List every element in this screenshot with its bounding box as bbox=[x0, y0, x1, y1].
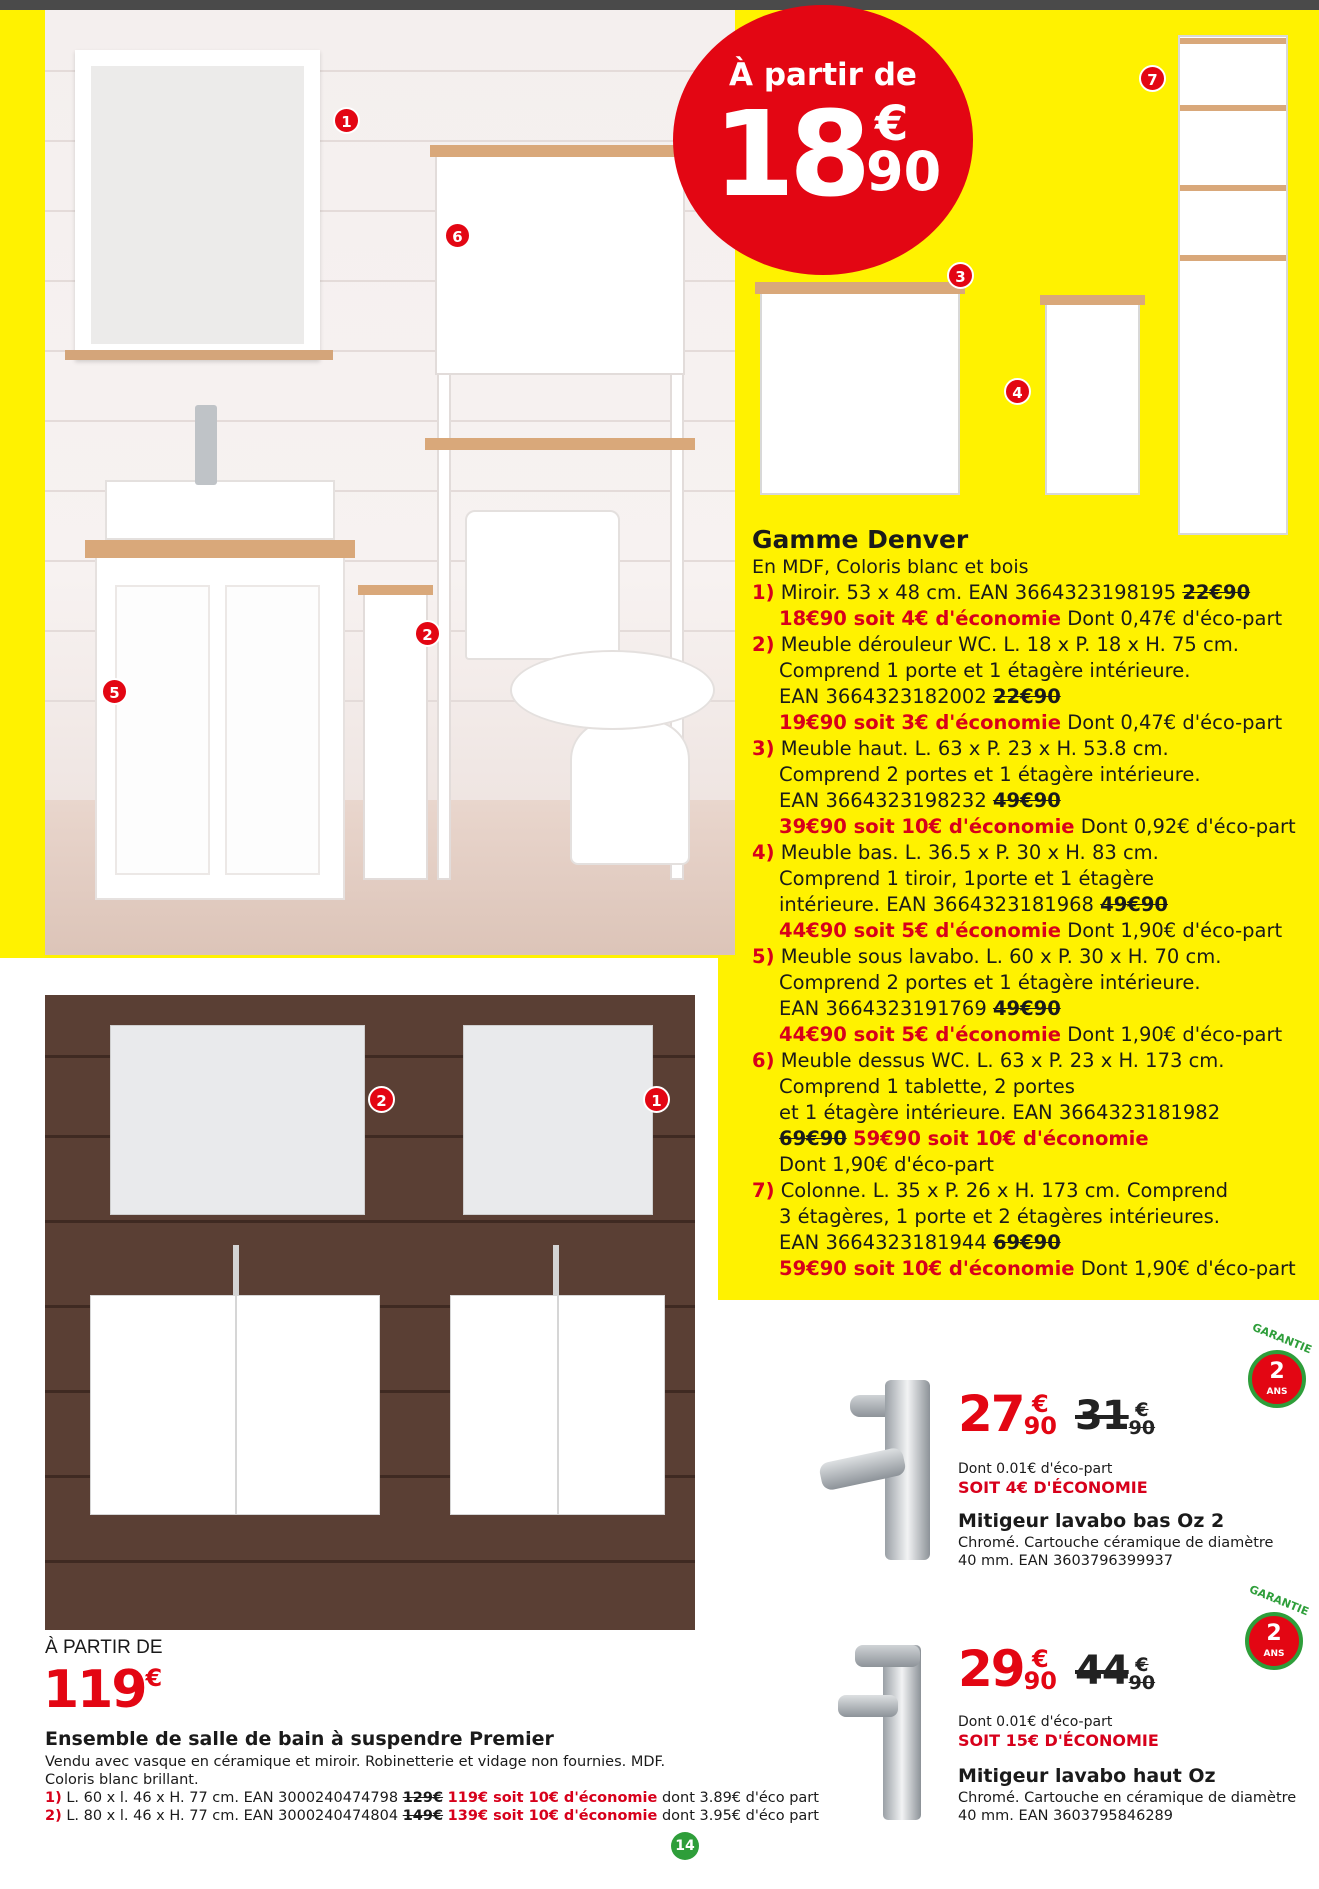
mirror-small-image bbox=[463, 1025, 653, 1215]
gamme-item: 3) Meuble haut. L. 63 x P. 23 x H. 53.8 cm. Comprend 2 portes et 1 étagère intérieure. EAN 3664323198232 49€90 39€90 soit 10€ d'économie Dont 0,92€ d'éco-part bbox=[752, 737, 1296, 838]
faucet2-old-price: 44 € 90 bbox=[1075, 1648, 1156, 1694]
faucet1-title: Mitigeur lavabo bas Oz 2 bbox=[958, 1510, 1225, 1532]
faucet2-eco: Dont 0.01€ d'éco-part bbox=[958, 1714, 1113, 1730]
marker-7: 7 bbox=[1139, 65, 1166, 92]
promo-price-dec: 90 bbox=[866, 140, 942, 203]
ensemble-price: 119€ bbox=[43, 1660, 161, 1720]
marker-1: 1 bbox=[333, 107, 360, 134]
faucet2-saving: SOIT 15€ D'ÉCONOMIE bbox=[958, 1731, 1159, 1750]
basin-image bbox=[105, 480, 335, 540]
faucet1-old-price: 31 € 90 bbox=[1075, 1393, 1156, 1439]
gamme-item: 6) Meuble dessus WC. L. 63 x P. 23 x H. 173 cm. Comprend 1 tablette, 2 portes et 1 étagère intérieure. EAN 3664323181982 69€90 59€90 soit 10€ d'économie Dont 1,90€ d'éco-part bbox=[752, 1049, 1225, 1176]
guarantee-badge: GARANTIE 2 ANS bbox=[1248, 1350, 1306, 1408]
faucet1-eco: Dont 0.01€ d'éco-part bbox=[958, 1461, 1113, 1477]
marker-4: 4 bbox=[1004, 378, 1031, 405]
faucet1-description: Chromé. Cartouche céramique de diamètre 40 mm. EAN 3603796399937 bbox=[958, 1535, 1274, 1569]
over-toilet-cabinet-image bbox=[435, 150, 685, 375]
gamme-subtitle: En MDF, Coloris blanc et bois bbox=[752, 556, 1029, 578]
marker-2: 2 bbox=[368, 1086, 395, 1113]
ensemble-title: Ensemble de salle de bain à suspendre Premier bbox=[45, 1728, 554, 1750]
promo-price-circle bbox=[673, 5, 973, 275]
gamme-item: 4) Meuble bas. L. 36.5 x P. 30 x H. 83 cm. Comprend 1 tiroir, 1porte et 1 étagère intérieure. EAN 3664323181968 49€90 44€90 soit 5€ d'économie Dont 1,90€ d'éco-part bbox=[752, 841, 1283, 942]
cabinet-small-image bbox=[450, 1295, 665, 1515]
gamme-item: 5) Meuble sous lavabo. L. 60 x P. 30 x H. 70 cm. Comprend 2 portes et 1 étagère intérieure. EAN 3664323191769 49€90 44€90 soit 5€ d'économie Dont 1,90€ d'éco-part bbox=[752, 945, 1283, 1046]
mirror-large-image bbox=[110, 1025, 365, 1215]
low-cabinet-image bbox=[1045, 300, 1140, 495]
faucet2-price: 29 € 90 bbox=[958, 1640, 1057, 1698]
page-number: 14 bbox=[671, 1832, 699, 1860]
tap-image bbox=[195, 405, 217, 485]
from-label: À PARTIR DE bbox=[45, 1637, 163, 1658]
faucet1-saving: SOIT 4€ D'ÉCONOMIE bbox=[958, 1478, 1148, 1497]
cabinet-large-image bbox=[90, 1295, 380, 1515]
promo-label: À partir de bbox=[729, 57, 917, 93]
promo-price-currency: € bbox=[875, 96, 909, 152]
faucet-high-image bbox=[883, 1645, 921, 1820]
gamme-item: 2) Meuble dérouleur WC. L. 18 x P. 18 x H. 75 cm. Comprend 1 porte et 1 étagère intérieure. EAN 3664323182002 22€90 19€90 soit 3€ d'économie Dont 0,47€ d'éco-part bbox=[752, 633, 1283, 734]
marker-2: 2 bbox=[414, 620, 441, 647]
marker-5: 5 bbox=[101, 678, 128, 705]
marker-1: 1 bbox=[643, 1086, 670, 1113]
gamme-item: 7) Colonne. L. 35 x P. 26 x H. 173 cm. Comprend 3 étagères, 1 porte et 2 étagères intérieures. EAN 3664323181944 69€90 59€90 soit 10€ d'économie Dont 1,90€ d'éco-part bbox=[752, 1179, 1296, 1280]
faucet2-description: Chromé. Cartouche en céramique de diamètre 40 mm. EAN 3603795846289 bbox=[958, 1790, 1297, 1824]
faucet1-price: 27 € 90 bbox=[958, 1385, 1057, 1443]
promo-price-int: 18 bbox=[713, 85, 866, 223]
marker-6: 6 bbox=[444, 222, 471, 249]
faucet2-title: Mitigeur lavabo haut Oz bbox=[958, 1765, 1216, 1787]
gamme-title: Gamme Denver bbox=[752, 525, 969, 554]
guarantee-badge: GARANTIE 2 ANS bbox=[1245, 1612, 1303, 1670]
wall-cabinet-image bbox=[760, 285, 960, 495]
denver-bathroom-photo bbox=[45, 10, 735, 955]
top-bar bbox=[0, 0, 1319, 10]
marker-3: 3 bbox=[947, 262, 974, 289]
ensemble-description: Vendu avec vasque en céramique et miroir. Robinetterie et vidage non fournies. MDF. Coloris blanc brillant. 1) L. 60 x l. 46 x H. 77 cm. EAN 3000240474798 129€ 119€ soit 10€ d'économie dont 3.89€ d'éco part 2) L. 80 x l. 46 x H. 77 cm. EAN 3000240474804 149€ 139€ soit 10€ d'économie dont 3.95€ d'éco part bbox=[45, 1754, 819, 1824]
gamme-item: 1) Miroir. 53 x 48 cm. EAN 3664323198195 22€90 18€90 soit 4€ d'économie Dont 0,47€ d'éco-part bbox=[752, 581, 1283, 630]
toilet-image bbox=[465, 510, 620, 660]
mirror-image bbox=[75, 50, 320, 360]
gamme-denver-text bbox=[752, 525, 1312, 1282]
